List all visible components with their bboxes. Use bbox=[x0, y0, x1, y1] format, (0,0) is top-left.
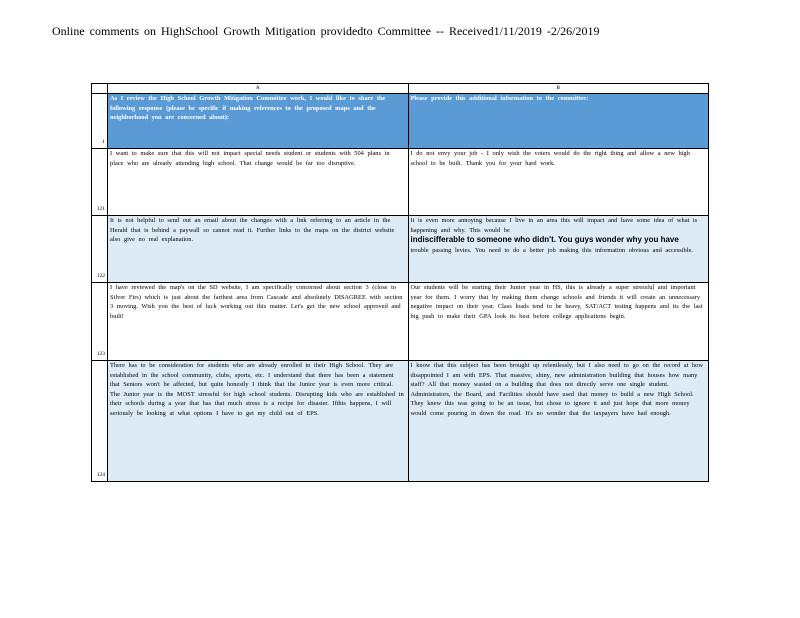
response-a-cell[interactable]: It is not helpful to send out an email about the changes with a link referring to an article in the Herald that is behind a paywall so cannot read it. Further links to the maps on the district website also give no real explanation. bbox=[108, 216, 408, 283]
corner-cell bbox=[92, 84, 108, 94]
table-row bbox=[92, 149, 709, 216]
response-b-cell[interactable]: I do not envy your job - I only wish the voters would do the right thing and allow a new high school to be built. Thank you for your hard work. bbox=[408, 149, 709, 216]
question-header-row bbox=[92, 94, 709, 149]
column-header-row bbox=[92, 84, 709, 94]
response-b-bold-text: indiscifferable to someone who didn't. You guys wonder why you have bbox=[410, 235, 679, 245]
response-b-text: It is even more annoying because I live in an area this will impact and have some idea of what is happening and why. This would be bbox=[410, 217, 698, 234]
table-row bbox=[92, 283, 709, 361]
column-header-a[interactable]: A bbox=[108, 84, 408, 94]
row-number[interactable]: 121 bbox=[92, 149, 108, 216]
response-a-cell[interactable]: There has to be consideration for students who are already enrolled in their High School. They are established in the school community, clubs, sports, etc. I understand that there has been a statement that Seniors won't be affected, but quite honestly I think that the Junior year is even more critical. The Junior year is the MOST stressful for high school students. Disrupting kids who are established in their schools during a year that has that much stress is a recipe for disaster. Ifthis happens, I will seriously be looking at what options I have to get my child out of EPS. bbox=[108, 361, 408, 482]
page-title: Online comments on HighSchool Growth Mitigation providedto Committee -- Received1/11/2019 -2/26/2019 bbox=[52, 24, 600, 38]
table-row bbox=[92, 361, 709, 482]
response-b-cell[interactable] bbox=[408, 216, 709, 283]
response-b-cell[interactable]: I know that this subject has been brought up relentlessly, but I also need to go on the record at how disappointed I am with EPS. That massive, shiny, new administration building that houses how many staff? All that money wasted on a building that does not directly serve one single student. Administrators, the Board, and Facilities should have used that money to build a new High School. They knew this was going to be an issue, but chose to ignore it and just hope that more money would come pouring in down the road. It's no wonder that the taxpayers have had enough. bbox=[408, 361, 709, 482]
comments-spreadsheet bbox=[91, 83, 709, 482]
row-number[interactable]: 124 bbox=[92, 361, 108, 482]
response-b-text: trouble passing levies. You need to do a better job making this information obvious and accessible. bbox=[410, 246, 693, 254]
row-number[interactable]: 1 bbox=[92, 94, 108, 149]
row-number[interactable]: 123 bbox=[92, 283, 108, 361]
row-number[interactable]: 122 bbox=[92, 216, 108, 283]
table-row bbox=[92, 216, 709, 283]
question-b-cell[interactable]: Please provide this additional information to the committee: bbox=[408, 94, 709, 149]
question-a-cell[interactable]: As I review the High School Growth Mitigation Committee work, I would like to share the following response (please be specific if making references to the proposed maps and the neighborhood you are concerned about): bbox=[108, 94, 408, 149]
column-header-b[interactable]: B bbox=[408, 84, 709, 94]
response-a-cell[interactable]: I want to make sure that this will not impact special needs student or students with 504 plans in place who are already attending high school. That change would be far too disruptive. bbox=[108, 149, 408, 216]
response-b-cell[interactable]: Our students will be starting their Junior year in HS, this is already a super stressful and important year for them. I worry that by making them change schools and friends it will create an unnecessary negative impact on their year. Class loads tend to be heavy, SAT/ACT testing happens and its the last big push to make their GPA look its best before college applications begin. bbox=[408, 283, 709, 361]
response-a-cell[interactable]: I have reviewed the map's on the SD website, I am specifically concerned about section 3 (close to Silver Firs) which is just about the farthest area from Cascade and absolutely DISAGREE with section 3 moving. Wish you the best of luck working out this matter. Let's get the new school approved and built! bbox=[108, 283, 408, 361]
